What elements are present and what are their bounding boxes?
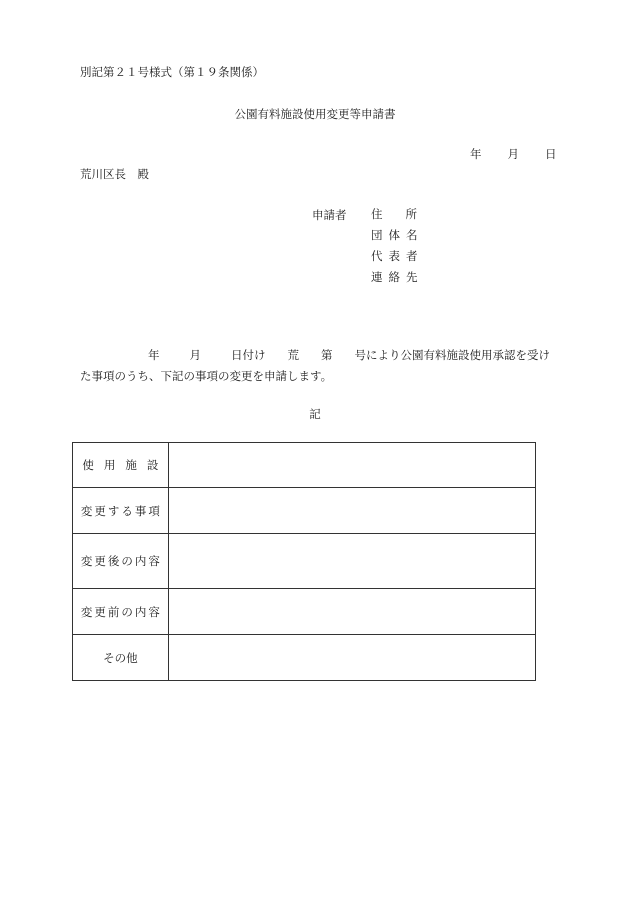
date-day-label: 日 (545, 147, 557, 161)
date-line (470, 146, 557, 162)
applicant-field-address: 住 所 (371, 207, 417, 221)
table-row (73, 635, 536, 681)
table-row (73, 443, 536, 488)
body-paragraph (80, 345, 550, 387)
body-approval-text: 号により公園有料施設使用承認を受け (354, 348, 550, 362)
row-label-other: その他 (73, 635, 169, 681)
table-row (73, 488, 536, 534)
body-date-suffix: 日付け (231, 348, 266, 362)
applicant-fields (371, 207, 424, 291)
row-label-changed-item: 変更する事項 (73, 488, 169, 534)
row-value-before[interactable] (168, 589, 535, 635)
row-label-before: 変更前の内容 (73, 589, 169, 635)
document-title: 公園有料施設使用変更等申請書 (234, 107, 396, 121)
detail-table (72, 442, 536, 681)
applicant-field-representative: 代表者 (371, 249, 424, 263)
date-year-label: 年 (470, 147, 482, 161)
body-ara: 荒 (287, 348, 299, 362)
applicant-field-organization: 団体名 (371, 228, 424, 242)
row-value-facility[interactable] (168, 443, 535, 488)
applicant-label: 申請者 (312, 208, 347, 222)
ki-heading: 記 (309, 407, 321, 421)
date-month-label: 月 (507, 147, 519, 161)
body-month: 月 (189, 348, 201, 362)
body-line-2: た事項のうち、下記の事項の変更を申請します。 (80, 369, 333, 383)
table-row (73, 534, 536, 589)
addressee: 荒川区長 殿 (80, 167, 149, 181)
body-line-1 (80, 345, 550, 366)
table-row (73, 589, 536, 635)
row-value-after[interactable] (168, 534, 535, 589)
row-value-other[interactable] (168, 635, 535, 681)
body-year: 年 (148, 348, 160, 362)
body-dai: 第 (321, 348, 333, 362)
applicant-field-contact: 連絡先 (371, 270, 424, 284)
row-label-facility: 使用施設 (73, 443, 169, 488)
row-label-after: 変更後の内容 (73, 534, 169, 589)
form-number: 別記第２１号様式（第１９条関係） (80, 65, 264, 79)
row-value-changed-item[interactable] (168, 488, 535, 534)
